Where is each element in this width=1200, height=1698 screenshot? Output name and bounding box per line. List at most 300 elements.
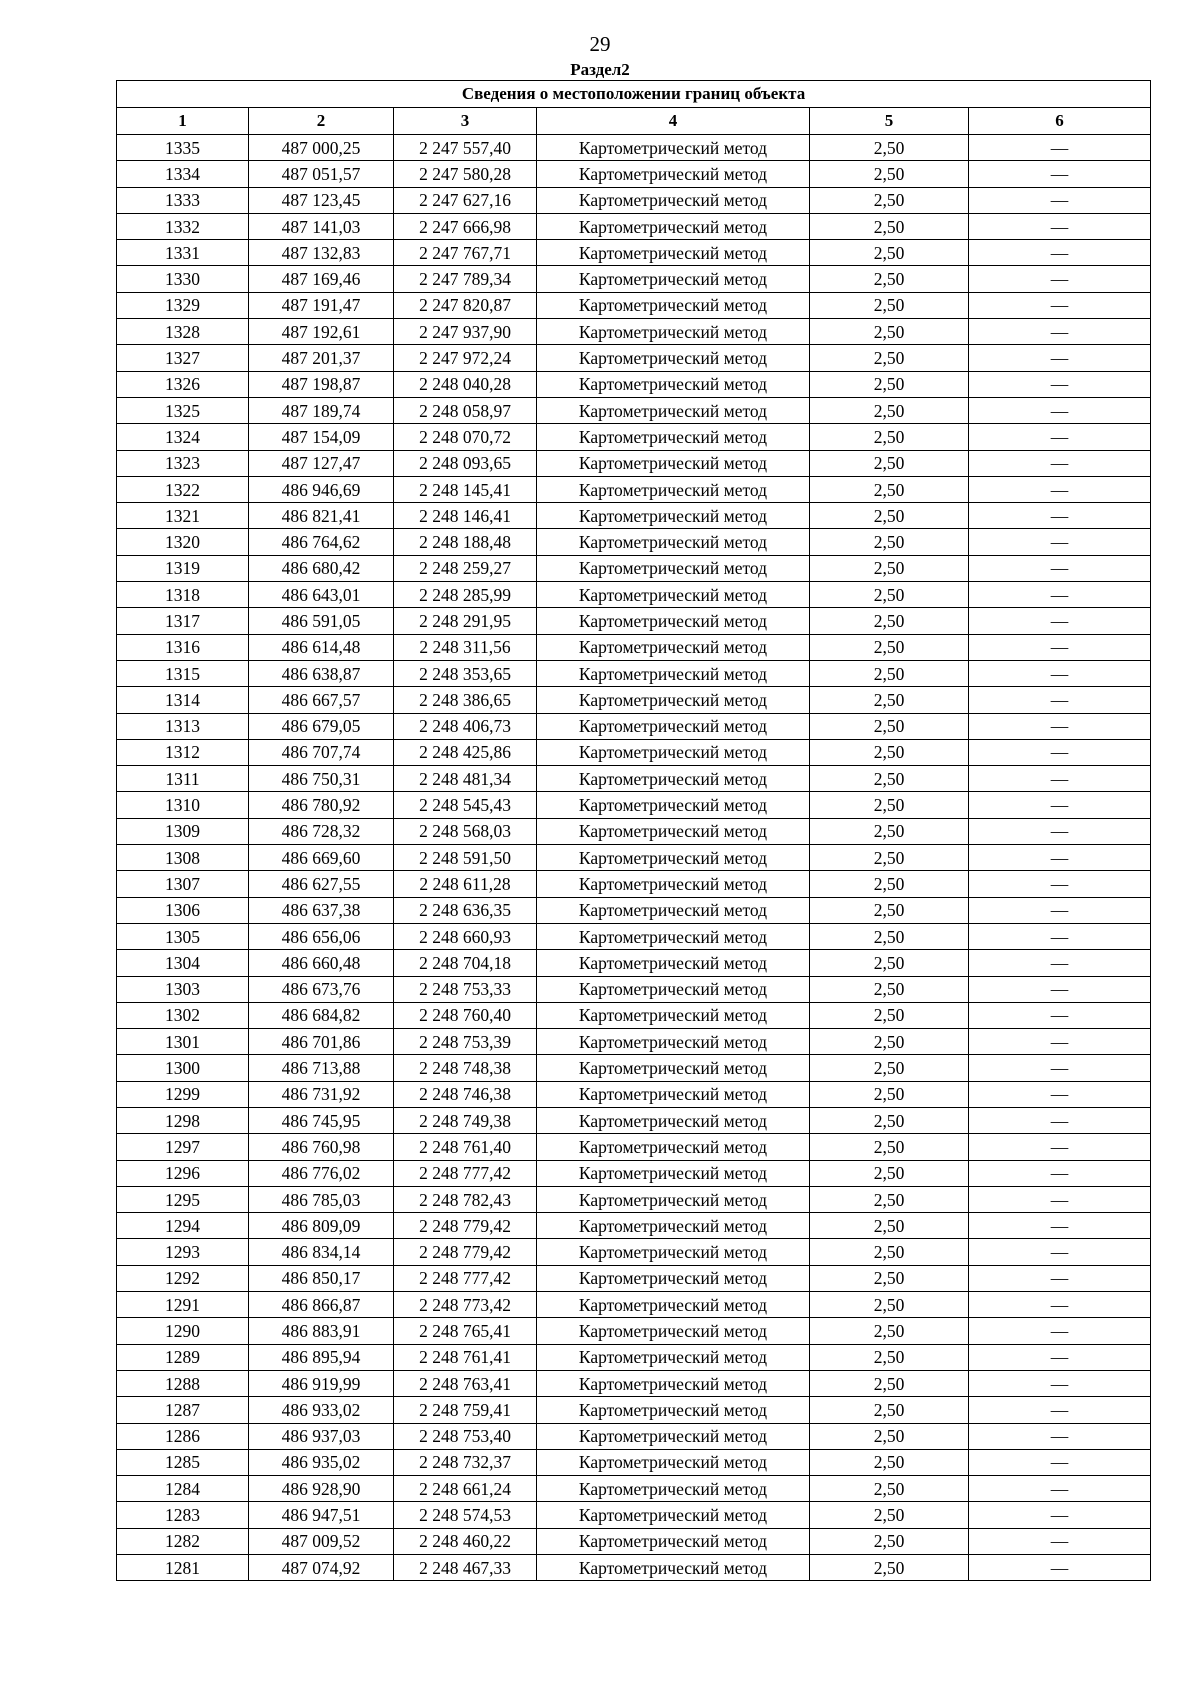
table-cell: 486 713,88	[249, 1055, 394, 1081]
table-cell: 1292	[117, 1265, 249, 1291]
table-row	[117, 845, 1151, 871]
table-cell: —	[969, 503, 1151, 529]
table-cell: Картометрический метод	[537, 161, 810, 187]
table-cell: Картометрический метод	[537, 818, 810, 844]
table-cell: 2 248 749,38	[394, 1107, 537, 1133]
table-cell: 2 248 568,03	[394, 818, 537, 844]
table-cell: Картометрический метод	[537, 503, 810, 529]
table-cell: Картометрический метод	[537, 976, 810, 1002]
table-row	[117, 1344, 1151, 1370]
table-cell: 2,50	[810, 345, 969, 371]
table-cell: 1299	[117, 1081, 249, 1107]
table-row	[117, 292, 1151, 318]
table-cell: 1329	[117, 292, 249, 318]
table-cell: —	[969, 976, 1151, 1002]
table-cell: 2 248 188,48	[394, 529, 537, 555]
table-cell: 2,50	[810, 713, 969, 739]
table-cell: 2 247 666,98	[394, 213, 537, 239]
table-cell: 1324	[117, 424, 249, 450]
table-cell: 486 660,48	[249, 950, 394, 976]
table-cell: 1330	[117, 266, 249, 292]
table-cell: 2 248 779,42	[394, 1213, 537, 1239]
table-cell: 2 248 759,41	[394, 1397, 537, 1423]
table-cell: 2 248 753,33	[394, 976, 537, 1002]
table-cell: 2 248 761,41	[394, 1344, 537, 1370]
table-cell: Картометрический метод	[537, 1239, 810, 1265]
table-cell: —	[969, 897, 1151, 923]
table-row	[117, 266, 1151, 292]
table-cell: 1333	[117, 187, 249, 213]
table-row	[117, 792, 1151, 818]
table-cell: 2 248 145,41	[394, 476, 537, 502]
table-row	[117, 476, 1151, 502]
table-cell: Картометрический метод	[537, 845, 810, 871]
boundary-coordinates-table	[116, 80, 1151, 1581]
table-cell: —	[969, 240, 1151, 266]
table-row	[117, 1213, 1151, 1239]
table-cell: —	[969, 1186, 1151, 1212]
table-cell: 1301	[117, 1029, 249, 1055]
table-cell: 2,50	[810, 766, 969, 792]
page-number: 29	[589, 32, 611, 56]
table-cell: 1312	[117, 739, 249, 765]
table-cell: 486 701,86	[249, 1029, 394, 1055]
table-cell: 486 669,60	[249, 845, 394, 871]
table-cell: 2,50	[810, 1186, 969, 1212]
table-cell: Картометрический метод	[537, 555, 810, 581]
table-cell: Картометрический метод	[537, 1423, 810, 1449]
table-row	[117, 135, 1151, 161]
table-row	[117, 976, 1151, 1002]
table-cell: 1314	[117, 687, 249, 713]
table-cell: Картометрический метод	[537, 1502, 810, 1528]
table-cell: 2 248 545,43	[394, 792, 537, 818]
table-row	[117, 1160, 1151, 1186]
table-cell: 1296	[117, 1160, 249, 1186]
table-cell: 1290	[117, 1318, 249, 1344]
table-cell: 2 248 765,41	[394, 1318, 537, 1344]
table-cell: —	[969, 1107, 1151, 1133]
table-cell: 1332	[117, 213, 249, 239]
table-cell: 2,50	[810, 1107, 969, 1133]
table-cell: 486 866,87	[249, 1292, 394, 1318]
table-cell: 2 247 767,71	[394, 240, 537, 266]
table-cell: 2,50	[810, 1397, 969, 1423]
table-cell: 2,50	[810, 1002, 969, 1028]
table-cell: 2,50	[810, 1081, 969, 1107]
table-cell: —	[969, 608, 1151, 634]
table-cell: 2,50	[810, 213, 969, 239]
table-cell: —	[969, 397, 1151, 423]
table-cell: 1321	[117, 503, 249, 529]
table-cell: 486 638,87	[249, 660, 394, 686]
table-cell: 486 656,06	[249, 923, 394, 949]
table-cell: 2,50	[810, 1029, 969, 1055]
table-cell: Картометрический метод	[537, 1344, 810, 1370]
table-cell: 2 247 580,28	[394, 161, 537, 187]
table-cell: 2 248 386,65	[394, 687, 537, 713]
table-cell: —	[969, 687, 1151, 713]
table-cell: —	[969, 818, 1151, 844]
table-cell: —	[969, 345, 1151, 371]
table-cell: —	[969, 634, 1151, 660]
table-cell: 487 123,45	[249, 187, 394, 213]
table-cell: 486 933,02	[249, 1397, 394, 1423]
table-row	[117, 923, 1151, 949]
table-cell: 2 248 291,95	[394, 608, 537, 634]
table-cell: 486 809,09	[249, 1213, 394, 1239]
table-cell: 1287	[117, 1397, 249, 1423]
table-cell: 2 248 611,28	[394, 871, 537, 897]
table-cell: Картометрический метод	[537, 1476, 810, 1502]
table-cell: 1291	[117, 1292, 249, 1318]
table-row	[117, 739, 1151, 765]
table-cell: Картометрический метод	[537, 1528, 810, 1554]
table-cell: 486 728,32	[249, 818, 394, 844]
table-cell: 486 667,57	[249, 687, 394, 713]
table-cell: 2,50	[810, 424, 969, 450]
table-row	[117, 1528, 1151, 1554]
table-cell: 2 248 259,27	[394, 555, 537, 581]
table-cell: —	[969, 1213, 1151, 1239]
table-cell: 1313	[117, 713, 249, 739]
table-row	[117, 424, 1151, 450]
table-cell: Картометрический метод	[537, 1055, 810, 1081]
table-cell: 486 764,62	[249, 529, 394, 555]
table-cell: Картометрический метод	[537, 450, 810, 476]
table-cell: 486 919,99	[249, 1370, 394, 1396]
table-cell: 487 191,47	[249, 292, 394, 318]
table-cell: 1318	[117, 582, 249, 608]
table-row	[117, 818, 1151, 844]
table-cell: 486 679,05	[249, 713, 394, 739]
table-cell: Картометрический метод	[537, 1318, 810, 1344]
table-cell: 1305	[117, 923, 249, 949]
table-row	[117, 161, 1151, 187]
table-cell: 1309	[117, 818, 249, 844]
table-cell: 2 248 070,72	[394, 424, 537, 450]
table-cell: 2 248 761,40	[394, 1134, 537, 1160]
table-cell: Картометрический метод	[537, 1555, 810, 1581]
table-cell: 2 248 425,86	[394, 739, 537, 765]
table-row	[117, 1555, 1151, 1581]
table-cell: 2,50	[810, 1476, 969, 1502]
table-cell: Картометрический метод	[537, 792, 810, 818]
table-cell: 2 248 773,42	[394, 1292, 537, 1318]
table-cell: —	[969, 871, 1151, 897]
table-cell: —	[969, 1318, 1151, 1344]
table-cell: Картометрический метод	[537, 266, 810, 292]
table-cell: 2,50	[810, 634, 969, 660]
table-cell: —	[969, 1265, 1151, 1291]
table-row	[117, 1186, 1151, 1212]
table-cell: Картометрический метод	[537, 687, 810, 713]
table-cell: Картометрический метод	[537, 1029, 810, 1055]
table-cell: 1284	[117, 1476, 249, 1502]
table-cell: 1322	[117, 476, 249, 502]
table-cell: 2,50	[810, 608, 969, 634]
table-cell: 2 248 311,56	[394, 634, 537, 660]
table-row	[117, 1292, 1151, 1318]
table-cell: 2 248 732,37	[394, 1449, 537, 1475]
table-cell: —	[969, 1397, 1151, 1423]
table-caption: Сведения о местоположении границ объекта	[117, 81, 1151, 108]
table-cell: 2,50	[810, 529, 969, 555]
table-cell: Картометрический метод	[537, 371, 810, 397]
table-row	[117, 897, 1151, 923]
table-cell: Картометрический метод	[537, 1292, 810, 1318]
column-header-3: 3	[394, 108, 537, 135]
table-cell: 1283	[117, 1502, 249, 1528]
table-cell: 2 247 820,87	[394, 292, 537, 318]
table-cell: 486 895,94	[249, 1344, 394, 1370]
table-cell: 1304	[117, 950, 249, 976]
table-cell: —	[969, 213, 1151, 239]
table-cell: Картометрический метод	[537, 1370, 810, 1396]
table-cell: 1282	[117, 1528, 249, 1554]
table-cell: 2 248 760,40	[394, 1002, 537, 1028]
table-row	[117, 713, 1151, 739]
table-cell: 2 248 574,53	[394, 1502, 537, 1528]
table-row	[117, 319, 1151, 345]
table-cell: 2,50	[810, 845, 969, 871]
table-cell: 486 760,98	[249, 1134, 394, 1160]
table-cell: 1325	[117, 397, 249, 423]
table-row	[117, 1107, 1151, 1133]
table-cell: 2 248 481,34	[394, 766, 537, 792]
table-row	[117, 503, 1151, 529]
table-cell: 1289	[117, 1344, 249, 1370]
table-cell: —	[969, 1528, 1151, 1554]
table-cell: 486 883,91	[249, 1318, 394, 1344]
table-row	[117, 450, 1151, 476]
table-cell: 1320	[117, 529, 249, 555]
table-cell: 1285	[117, 1449, 249, 1475]
table-cell: 2,50	[810, 292, 969, 318]
table-cell: 2,50	[810, 161, 969, 187]
table-cell: Картометрический метод	[537, 950, 810, 976]
table-cell: 487 009,52	[249, 1528, 394, 1554]
table-cell: 2,50	[810, 476, 969, 502]
table-cell: 486 834,14	[249, 1239, 394, 1265]
column-header-1: 1	[117, 108, 249, 135]
table-cell: —	[969, 1134, 1151, 1160]
table-cell: 2 248 406,73	[394, 713, 537, 739]
table-cell: 2,50	[810, 240, 969, 266]
table-row	[117, 213, 1151, 239]
table-cell: —	[969, 1081, 1151, 1107]
table-cell: 2 248 753,40	[394, 1423, 537, 1449]
table-cell: 1326	[117, 371, 249, 397]
table-cell: Картометрический метод	[537, 1002, 810, 1028]
table-cell: —	[969, 713, 1151, 739]
table-cell: 487 198,87	[249, 371, 394, 397]
table-cell: 486 750,31	[249, 766, 394, 792]
section-title: Раздел2	[570, 60, 630, 79]
table-cell: 1310	[117, 792, 249, 818]
table-cell: Картометрический метод	[537, 240, 810, 266]
table-cell: 486 935,02	[249, 1449, 394, 1475]
table-cell: 1302	[117, 1002, 249, 1028]
table-row	[117, 1002, 1151, 1028]
table-cell: —	[969, 1370, 1151, 1396]
table-cell: 2,50	[810, 187, 969, 213]
table-cell: 2 248 777,42	[394, 1265, 537, 1291]
table-body	[117, 135, 1151, 1581]
table-header-row	[117, 108, 1151, 135]
table-cell: —	[969, 187, 1151, 213]
table-cell: 2 247 557,40	[394, 135, 537, 161]
table-cell: Картометрический метод	[537, 213, 810, 239]
table-cell: 2,50	[810, 1292, 969, 1318]
table-cell: 1298	[117, 1107, 249, 1133]
table-row	[117, 529, 1151, 555]
table-cell: 486 591,05	[249, 608, 394, 634]
table-row	[117, 371, 1151, 397]
table-cell: —	[969, 739, 1151, 765]
table-row	[117, 1370, 1151, 1396]
table-cell: Картометрический метод	[537, 1160, 810, 1186]
table-cell: —	[969, 766, 1151, 792]
table-row	[117, 345, 1151, 371]
table-cell: Картометрический метод	[537, 897, 810, 923]
table-cell: Картометрический метод	[537, 345, 810, 371]
table-row	[117, 608, 1151, 634]
table-cell: 1288	[117, 1370, 249, 1396]
table-cell: 2 248 782,43	[394, 1186, 537, 1212]
table-cell: 2 248 146,41	[394, 503, 537, 529]
table-cell: 2,50	[810, 1502, 969, 1528]
table-cell: —	[969, 845, 1151, 871]
table-cell: Картометрический метод	[537, 766, 810, 792]
table-cell: Картометрический метод	[537, 187, 810, 213]
table-cell: 486 821,41	[249, 503, 394, 529]
table-cell: Картометрический метод	[537, 1134, 810, 1160]
table-cell: 1307	[117, 871, 249, 897]
table-cell: Картометрический метод	[537, 1213, 810, 1239]
table-cell: —	[969, 1029, 1151, 1055]
table-cell: 1335	[117, 135, 249, 161]
table-cell: 2 248 746,38	[394, 1081, 537, 1107]
table-cell: Картометрический метод	[537, 923, 810, 949]
table-cell: —	[969, 266, 1151, 292]
column-header-2: 2	[249, 108, 394, 135]
table-cell: 2 248 285,99	[394, 582, 537, 608]
table-cell: 1295	[117, 1186, 249, 1212]
table-cell: Картометрический метод	[537, 634, 810, 660]
table-cell: 2,50	[810, 923, 969, 949]
table-cell: 2 248 779,42	[394, 1239, 537, 1265]
table-cell: 1331	[117, 240, 249, 266]
table-cell: 487 074,92	[249, 1555, 394, 1581]
table-cell: 2,50	[810, 1344, 969, 1370]
table-cell: 2 248 093,65	[394, 450, 537, 476]
table-row	[117, 950, 1151, 976]
table-row	[117, 687, 1151, 713]
table-cell: Картометрический метод	[537, 424, 810, 450]
table-cell: —	[969, 161, 1151, 187]
table-cell: 2 248 636,35	[394, 897, 537, 923]
table-cell: 2 248 467,33	[394, 1555, 537, 1581]
table-cell: 2,50	[810, 1318, 969, 1344]
table-cell: 486 937,03	[249, 1423, 394, 1449]
table-row	[117, 1055, 1151, 1081]
table-cell: —	[969, 923, 1151, 949]
table-cell: 1300	[117, 1055, 249, 1081]
table-cell: 2 248 591,50	[394, 845, 537, 871]
table-cell: 2 248 763,41	[394, 1370, 537, 1396]
table-cell: —	[969, 1239, 1151, 1265]
table-cell: —	[969, 950, 1151, 976]
table-cell: 2 248 040,28	[394, 371, 537, 397]
table-cell: 1327	[117, 345, 249, 371]
table-cell: 2,50	[810, 818, 969, 844]
table-cell: 2 248 660,93	[394, 923, 537, 949]
table-row	[117, 1423, 1151, 1449]
table-cell: 2,50	[810, 792, 969, 818]
table-cell: —	[969, 1002, 1151, 1028]
table-cell: —	[969, 476, 1151, 502]
table-cell: 486 684,82	[249, 1002, 394, 1028]
table-cell: 487 154,09	[249, 424, 394, 450]
table-cell: Картометрический метод	[537, 1107, 810, 1133]
table-cell: 1294	[117, 1213, 249, 1239]
table-cell: 486 643,01	[249, 582, 394, 608]
table-cell: 1315	[117, 660, 249, 686]
table-cell: 2 248 748,38	[394, 1055, 537, 1081]
table-row	[117, 1476, 1151, 1502]
table-cell: Картометрический метод	[537, 292, 810, 318]
table-cell: Картометрический метод	[537, 1397, 810, 1423]
table-cell: 2,50	[810, 1265, 969, 1291]
table-cell: Картометрический метод	[537, 1186, 810, 1212]
table-cell: 2,50	[810, 1160, 969, 1186]
table-cell: 1286	[117, 1423, 249, 1449]
table-cell: 2 247 937,90	[394, 319, 537, 345]
table-row	[117, 1081, 1151, 1107]
table-cell: 487 000,25	[249, 135, 394, 161]
table-cell: Картометрический метод	[537, 713, 810, 739]
table-cell: 486 673,76	[249, 976, 394, 1002]
column-header-5: 5	[810, 108, 969, 135]
table-cell: 1328	[117, 319, 249, 345]
table-cell: 486 780,92	[249, 792, 394, 818]
table-cell: 1293	[117, 1239, 249, 1265]
table-row	[117, 555, 1151, 581]
table-cell: 1317	[117, 608, 249, 634]
table-row	[117, 1502, 1151, 1528]
table-cell: 2,50	[810, 1370, 969, 1396]
table-cell: Картометрический метод	[537, 1081, 810, 1107]
table-row	[117, 1265, 1151, 1291]
table-row	[117, 1397, 1151, 1423]
table-cell: —	[969, 135, 1151, 161]
table-cell: 486 627,55	[249, 871, 394, 897]
table-cell: 2,50	[810, 897, 969, 923]
table-cell: 2,50	[810, 1055, 969, 1081]
table-cell: —	[969, 1449, 1151, 1475]
table-cell: —	[969, 1055, 1151, 1081]
table-cell: 487 201,37	[249, 345, 394, 371]
table-row	[117, 397, 1151, 423]
table-cell: 2 248 353,65	[394, 660, 537, 686]
table-row	[117, 582, 1151, 608]
table-cell: 2,50	[810, 582, 969, 608]
table-cell: 2,50	[810, 1528, 969, 1554]
table-cell: —	[969, 660, 1151, 686]
table-cell: —	[969, 1502, 1151, 1528]
table-cell: 2,50	[810, 1555, 969, 1581]
